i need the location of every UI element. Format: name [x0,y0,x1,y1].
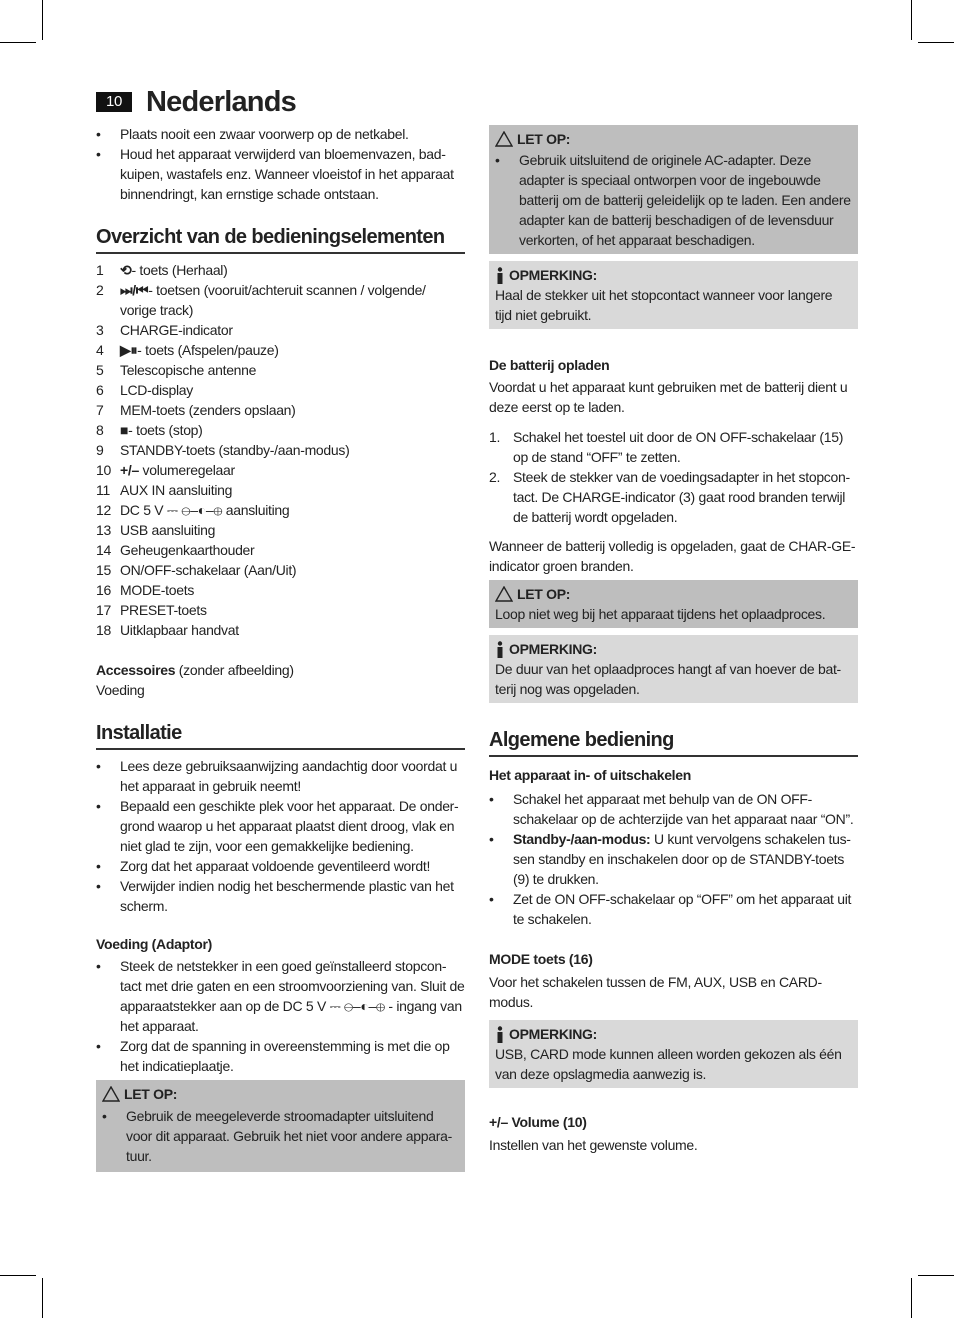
repeat-icon: ⟲ [120,262,132,278]
list-item: 5 Telescopische antenne [96,362,257,378]
power-bullets [96,956,465,1076]
note-box: OPMERKING: Haal de stekker uit het stopcontact wanneer voor langere tijd niet gebruikt. [489,261,858,329]
list-item: • Zorg dat het apparaat voldoende geventileerd wordt! [96,856,465,876]
accessories-item: Voeding [96,682,145,698]
list-item: 18 Uitklapbaar handvat [96,622,239,638]
crop-mark [0,1275,36,1276]
controls-list [96,260,465,640]
battery-outro: Wanneer de batterij volledig is opgeladen, gaat de CHAR-GE-indicator groen branden. [489,538,856,574]
list-item: • Schakel het apparaat met behulp van de ON OFF-schakelaar op de achterzijde van het apparaat naar “ON”. [489,789,858,829]
list-item: 4 ▶⏸- toets (Afspelen/pauze) [96,342,279,358]
battery-steps [489,427,858,527]
list-item: 1. Schakel het toestel uit door de ON OFF-schakelaar (15) op de stand “OFF” te zetten. [489,429,844,465]
intro-bullets [96,124,465,204]
volume-heading: +/– Volume (10) [489,1114,587,1130]
list-item: • Gebruik uitsluitend de originele AC-adapter. Deze adapter is speciaal ontworpen voor de ingebouwde batterij om de batterij geleidelijk op te laden. Een andere adapter kan de batterij beschadigen of de levensduur verkorten, of het apparaat beschadigen. [495,150,852,250]
accessories: Accessoires (zonder afbeelding) [96,662,294,678]
volume-symbol: +/– [120,462,139,478]
info-icon [495,641,505,658]
crop-mark [918,42,954,43]
list-item: • Standby-/aan-modus: U kunt vervolgens schakelen tus-sen standby en inschakelen door op de STANDBY-toets (9) te drukken. [489,829,858,889]
play-pause-icon: ▶⏸ [120,342,138,358]
warning-box: LET OP: • Gebruik de meegeleverde stroomadapter uitsluitend voor dit apparaat. Gebruik het niet voor andere appara-tuur. [96,1080,465,1172]
warning-icon [495,131,513,147]
installation-bullets [96,756,465,916]
battery-heading: De batterij opladen [489,357,610,373]
list-item: 11 AUX IN aansluiting [96,482,233,498]
volume-text: Instellen van het gewenste volume. [489,1137,698,1153]
list-item: • Houd het apparaat verwijderd van bloemenvazen, bad-kuipen, wastafels enz. Wanneer vloeistof in het apparaat binnendringt, kan ernstige schade ontstaan. [96,144,465,204]
onoff-heading: Het apparaat in- of uitschakelen [489,767,692,783]
list-item: 2. Steek de stekker van de voedingsadapter in het stopcon-tact. De CHARGE-indicator (3) gaat rood branden terwijl de batterij wordt opgeladen. [489,469,850,525]
info-icon [495,1026,505,1043]
power-heading: Voeding (Adaptor) [96,936,212,952]
list-item: • Steek de netstekker in een goed geïnstalleerd stopcon-tact met drie gaten en een stroomvoorziening van. Sluit de apparaatstekker aan op de DC 5 V ⎓ ⊖–◐–⊕ - ingang van het apparaat. [96,956,465,1036]
right-column [489,125,858,1155]
list-item: • Gebruik de meegeleverde stroomadapter uitsluitend voor dit apparaat. Gebruik het niet voor andere appara-tuur. [102,1106,459,1166]
crop-mark [911,0,912,40]
crop-mark [918,1275,954,1276]
controls-heading: Overzicht van de bedieningselementen [96,224,465,254]
mode-text: Voor het schakelen tussen de FM, AUX, USB en CARD-modus. [489,974,822,1010]
list-item: • Bepaald een geschikte plek voor het apparaat. De onder-grond waarop u het apparaat plaatst dient droog, vlak en niet glad te zijn, voor een gemakkelijke bediening. [96,796,465,856]
crop-mark [0,42,36,43]
list-item: 15 ON/OFF-schakelaar (Aan/Uit) [96,562,297,578]
onoff-bullets [489,789,858,929]
list-item: • Verwijder indien nodig het beschermende plastic van het scherm. [96,876,465,916]
list-item: 12 DC 5 V ⎓ ⊖–◐–⊕ aansluiting [96,502,290,518]
crop-mark [911,1278,912,1318]
warning-icon [495,586,513,602]
crop-mark [42,1278,43,1318]
crop-mark [42,0,43,40]
skip-icon: ⏭/⏮ [120,282,149,298]
warning-box: LET OP: Loop niet weg bij het apparaat tijdens het oplaadproces. [489,580,858,628]
info-icon [495,267,505,284]
list-item: 6 LCD-display [96,382,193,398]
list-item: 13 USB aansluiting [96,522,216,538]
list-item: 16 MODE-toets [96,582,195,598]
battery-intro: Voordat u het apparaat kunt gebruiken met de batterij dient u deze eerst op te laden. [489,379,848,415]
list-item: 3 CHARGE-indicator [96,322,233,338]
note-box: OPMERKING: USB, CARD mode kunnen alleen worden gekozen als één van deze opslagmedia aanwezig is. [489,1020,858,1088]
list-item: 8 ■- toets (stop) [96,422,203,438]
list-item: • Plaats nooit een zwaar voorwerp op de netkabel. [96,124,465,144]
warning-box: LET OP: • Gebruik uitsluitend de originele AC-adapter. Deze adapter is speciaal ontworpen voor de ingebouwde batterij om de batterij geleidelijk op te laden. Een andere adapter kan de batterij beschadigen of de levensduur verkorten, of het apparaat beschadigen. [489,125,858,254]
page-title: Nederlands [146,86,296,118]
mode-heading: MODE toets (16) [489,951,593,967]
list-item: 17 PRESET-toets [96,602,207,618]
list-item: • Zet de ON OFF-schakelaar op “OFF” om het apparaat uit te schakelen. [489,889,858,929]
left-column [96,124,465,1172]
warning-icon [102,1086,120,1102]
list-item: 10 +/– volumeregelaar [96,462,235,478]
list-item: 2 ⏭/⏮- toetsen (vooruit/achteruit scannen / volgende/ vorige track) [96,282,426,318]
stop-icon: ■ [120,422,129,438]
list-item: 1 ⟲- toets (Herhaal) [96,262,228,278]
list-item: 9 STANDBY-toets (standby-/aan-modus) [96,442,350,458]
note-box: OPMERKING: De duur van het oplaadproces hangt af van hoever de bat-terij nog was opgeladen. [489,635,858,703]
list-item: 14 Geheugenkaarthouder [96,542,255,558]
page-number: 10 [96,92,132,112]
installation-heading: Installatie [96,720,465,750]
list-item: • Lees deze gebruiksaanwijzing aandachtig door voordat u het apparaat in gebruik neemt! [96,756,465,796]
list-item: 7 MEM-toets (zenders opslaan) [96,402,296,418]
list-item: • Zorg dat de spanning in overeenstemming is met die op het indicatieplaatje. [96,1036,465,1076]
general-heading: Algemene bediening [489,727,858,757]
